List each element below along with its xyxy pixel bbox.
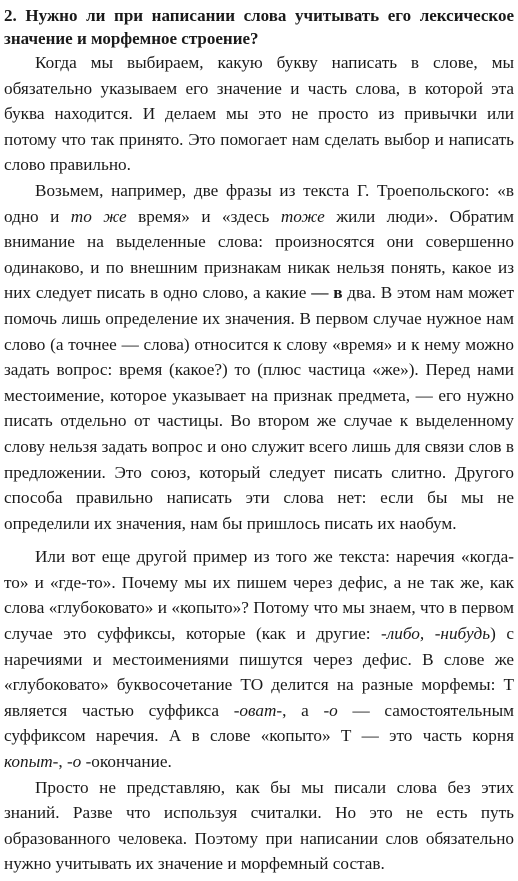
text-run: -либо, -нибудь [381, 624, 491, 644]
text-run: , [58, 752, 67, 772]
question-heading: 2. Нужно ли при написании слова учитывать его лексическое значение и морфемное строение? [4, 6, 514, 48]
text-run: копыт- [4, 752, 59, 772]
text-run: тоже [280, 206, 325, 226]
text-run: , а [282, 700, 324, 720]
paragraph-4 [4, 775, 514, 877]
paragraph-2 [4, 178, 514, 536]
paragraph-1 [4, 50, 514, 178]
text-run: -окончание. [81, 752, 172, 772]
text-run: -оват- [233, 700, 283, 720]
document-page [4, 4, 514, 877]
text-run: -о [66, 752, 82, 772]
text-run: Просто не представляю, как бы мы писали слова без этих знаний. Разве что используя считалки. Но это не есть путь образованного человека. Поэтому при написании слов обязательно нужно учитывать их значение и морфемный состав. [4, 777, 514, 874]
paragraph-3 [4, 544, 514, 774]
text-run: Возьмем, например, две фразы из текста Г. Троепольского: «в одно и [4, 180, 514, 226]
text-run: Когда мы выбираем, какую букву написать в слове, мы обязательно указываем его значение и часть слова, в которой эта буква находится. И делаем мы это не просто из привычки или потому что так принято. Это помогает нам сделать выбор и написать слово правильно. [4, 53, 514, 175]
text-run: жили люди». Обратим внимание на выделенные слова: произносятся они совершенно одинаково, и по внешним признакам никак нельзя понять, какое из них следует писать в одно слово, а какие [4, 206, 514, 303]
text-run: ) с наречиями и местоимениями пишутся через дефис. В слове же «глубоковато» буквосочетание ТО делится на разные морфемы: Т является частью суффикса [4, 624, 514, 720]
text-run: два. В этом нам может помочь лишь определение их значения. В первом случае нужное нам слово (а точнее — слова) относится к слову «время» и к нему можно задать вопрос: время (какое?) то (плюс частица «же»). Перед нами местоимение, которое указывает на признак предмета, — его нужно писать отдельно от частицы. Во втором же случае к выделенному слову нельзя задать вопрос и оно служит всего лишь для связи слов в предложении. Это союз, который следует писать слитно. Другого способа правильно написать эти слова нет: если бы мы не определили их значения, нам бы пришлось писать их наобум. [4, 283, 514, 533]
text-run: -о [323, 700, 338, 720]
text-run: — самостоятельным суффиксом наречия. А в слове «копыто» Т — это часть корня [4, 700, 514, 746]
text-run: — в [311, 283, 343, 303]
text-run: Или вот еще другой пример из того же текста: наречия «когда-то» и «где-то». Почему мы их пишем через дефис, а не так же, как слова «глубоковато» и «копыто»? Потому что мы знаем, что в первом случае это суффиксы, которые (как и другие: [4, 547, 514, 644]
text-run: то же [70, 206, 127, 226]
text-run: время» и «здесь [126, 206, 281, 226]
